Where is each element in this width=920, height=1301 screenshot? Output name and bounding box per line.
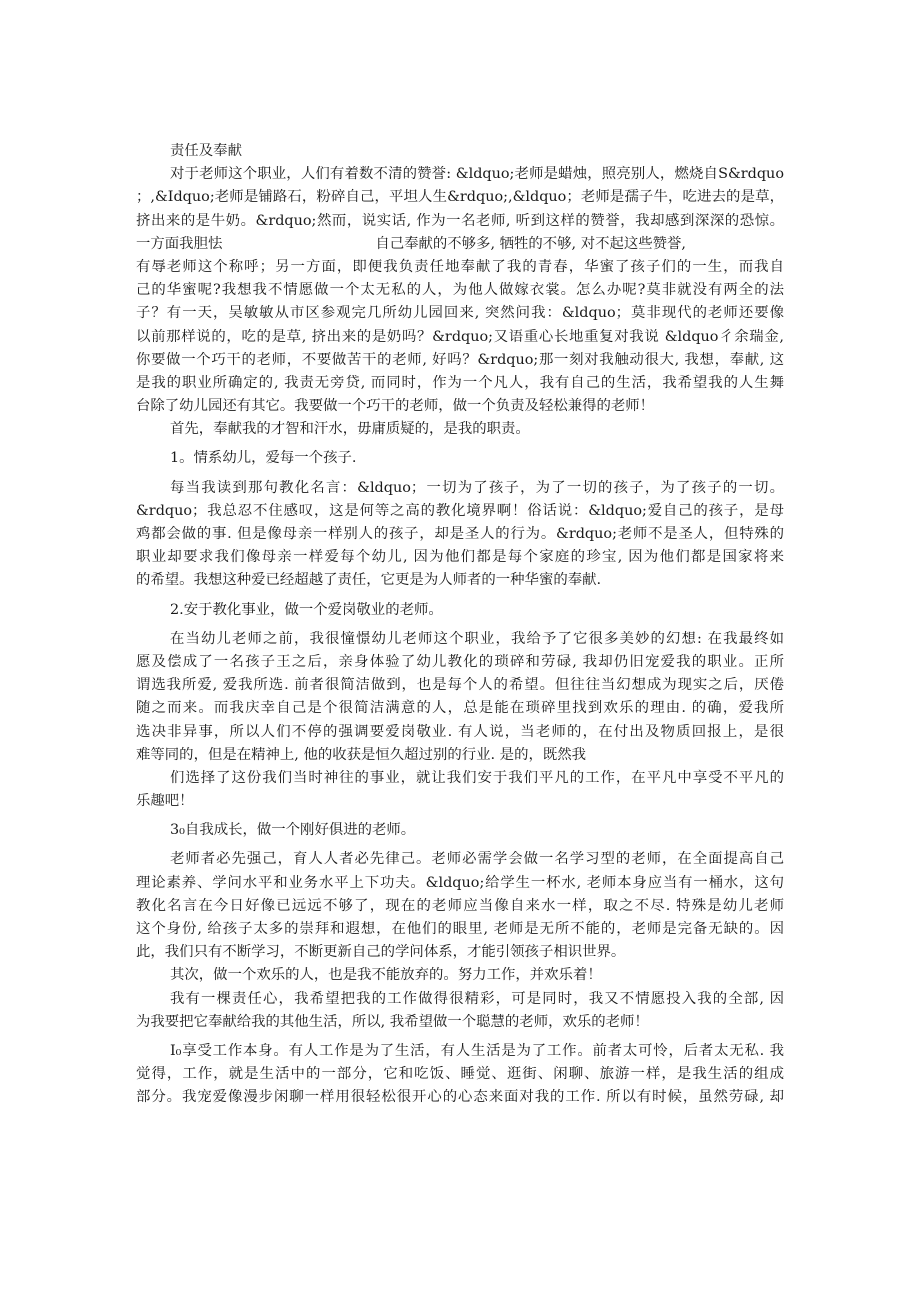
intro-cont-line-1: 有辱老师这个称呼；另一方面，即便我负责任地奉献了我的青春，华蜜了孩子们的一生，而我自 bbox=[136, 258, 784, 275]
item2-cont-line-1: 们选择了这份我们当时神往的事业，就让我们安于我们平凡的工作，在平凡中享受不平凡的 bbox=[170, 769, 784, 786]
intro-cont-line-5: 你要做一个巧干的老师，不要做苦干的老师, 好吗？&rdquo;那一刻对我触动很大, 我想，奉献, 这 bbox=[136, 351, 784, 368]
document-title: 责任及奉献 bbox=[170, 143, 242, 159]
item2-line-3: 谓选我所爱, 爱我所选. 前者很简洁做到，也是每个人的希望。但往往当幻想成为现实之后，厌倦 bbox=[136, 677, 784, 694]
item1-line-5: 的希望。我想这种爱已经超越了责任，它更是为人师者的一种华蜜的奉献. bbox=[136, 572, 602, 589]
responsibility-line-2: 为我要把它奉献给我的其他生活，所以, 我希望做一个聪慧的老师，欢乐的老师！ bbox=[136, 1013, 649, 1030]
enjoy-line-2: 觉得，工作，就是生活中的一部分，它和吃饭、睡觉、逛街、闲聊、旅游一样，是我生活的组成 bbox=[136, 1066, 784, 1083]
item2-line-2: 愿及偿成了一名孩子王之后，亲身体验了幼儿教化的琐碎和劳碌, 我却仍旧宠爱我的职业。正所 bbox=[136, 653, 784, 670]
second-point: 其次，做一个欢乐的人，也是我不能放弃的。努力工作，并欢乐着！ bbox=[170, 967, 602, 984]
item2-line-6: 难等同的，但是在精神上, 他的收获是恒久超过别的行业. 是的，既然我 bbox=[136, 746, 587, 763]
item3-line-5: 此，我们只有不断学习，不断更新自己的学问体系，才能引领孩子相识世界。 bbox=[136, 944, 626, 961]
item1-line-1: 每当我读到那句教化名言：&ldquo；一切为了孩子，为了一切的孩子，为了孩子的一切。 bbox=[170, 479, 784, 496]
intro-cont-line-3: 子？有一天，吴敏敏从市区参观完几所幼儿园回来, 突然问我：&ldquo；莫非现代的老师还要像 bbox=[136, 305, 784, 322]
item2-line-5: 选决非异事，所以人们不停的强调要爱岗敬业. 有人说，当老师的，在付出及物质回报上，是很 bbox=[136, 723, 784, 740]
item3-line-2: 理论素养、学问水平和业务水平上下功夫。&ldquo;给学生一杯水, 老师本身应当有一桶水，这句 bbox=[136, 874, 784, 891]
enjoy-line-3: 部分。我宠爱像漫步闲聊一样用很轻松很开心的心态来面对我的工作. 所以有时候，虽然劳碌, 却 bbox=[136, 1089, 784, 1106]
item1-line-4: 职业却要求我们像母亲一样爱每个幼儿, 因为他们都是每个家庭的珍宝, 因为他们都是国家将来 bbox=[136, 549, 784, 566]
intro-cont-line-7: 台除了幼儿园还有其它。我要做一个巧干的老师，做一个负责及轻松兼得的老师！ bbox=[136, 398, 655, 415]
intro-line-1: 对于老师这个职业，人们有着数不清的赞誉: &ldquo;老师是蜡烛，照亮别人，燃烧自S&rdquo bbox=[170, 166, 784, 183]
intro-cont-line-2: 己的华蜜呢?我想我不情愿做一个太无私的人，为他人做嫁衣裳。怎么办呢?莫非就没有两全的法 bbox=[136, 282, 784, 299]
responsibility-line-1: 我有一棵责任心，我希望把我的工作做得很精彩，可是同时，我又不情愿投入我的全部, 因 bbox=[170, 990, 784, 1007]
item2-line-4: 随之而来。而我庆幸自己是个很简洁满意的人，总是能在琐碎里找到欢乐的理由. 的确，爱我所 bbox=[136, 700, 784, 717]
intro-split-left: 一方面我胆怯 bbox=[136, 235, 223, 252]
document-page bbox=[136, 140, 784, 1110]
item3-line-3: 教化名言在今日好像已远远不够了，现在的老师应当像自来水一样，取之不尽. 特殊是幼儿老师 bbox=[136, 897, 784, 914]
first-point: 首先，奉献我的才智和汗水，毋庸质疑的，是我的职责。 bbox=[170, 421, 530, 438]
item2-line-1: 在当幼儿老师之前，我很憧憬幼儿老师这个职业，我给予了它很多美妙的幻想: 在我最终如 bbox=[170, 630, 784, 647]
intro-cont-line-4: 以前那样说的，吃的是草, 挤出来的是奶吗？&rdquo;又语重心长地重复对我说 &ldquo彳余瑞金, bbox=[136, 328, 784, 345]
intro-cont-line-6: 是我的职业所确定的, 我责无旁贷, 而同时，作为一个凡人，我有自己的生活，我希望我的人生舞 bbox=[136, 374, 784, 391]
item3-line-4: 这个身份, 给孩子太多的崇拜和遐想，在他们的眼里, 老师是无所不能的，老师是完备无缺的。因 bbox=[136, 921, 784, 937]
item1-heading: 1。情系幼儿，爱每一个孩子. bbox=[170, 450, 357, 467]
intro-split-right: 自己奉献的不够多, 牺牲的不够, 对不起这些赞誉, bbox=[375, 235, 686, 252]
intro-line-3: 挤出来的是牛奶。&rdquo;然而，说实话, 作为一名老师, 听到这样的赞誉，我却感到深深的恐惊。 bbox=[136, 212, 784, 229]
item1-line-3: 鸡都会做的事. 但是像母亲一样别人的孩子，却是圣人的行为。&rdquo;老师不是圣人，但特殊的 bbox=[136, 526, 784, 542]
intro-split-line bbox=[136, 233, 784, 256]
enjoy-line-1: I₀享受工作本身。有人工作是为了生活，有人生活是为了工作。前者太可怜，后者太无私. 我 bbox=[170, 1042, 784, 1059]
item2-heading: 2.安于教化事业，做一个爱岗敬业的老师。 bbox=[170, 601, 443, 618]
intro-line-2: ；,&Idquo;老师是铺路石，粉碎自己，平坦人生&rdquo;,&ldquo；老师是孺子牛，吃进去的是草， bbox=[136, 189, 784, 206]
item1-line-2: &rdquo；我总忍不住感叹，这是何等之高的教化境界啊！俗话说：&ldquo;爱自己的孩子，是母 bbox=[136, 502, 784, 519]
item3-line-1: 老师者必先强己，育人人者必先律己。老师必需学会做一名学习型的老师，在全面提高自己 bbox=[170, 851, 784, 868]
item3-heading: 3₀自我成长，做一个刚好俱进的老师。 bbox=[170, 822, 416, 839]
item2-cont-line-2: 乐趣吧！ bbox=[136, 793, 194, 810]
